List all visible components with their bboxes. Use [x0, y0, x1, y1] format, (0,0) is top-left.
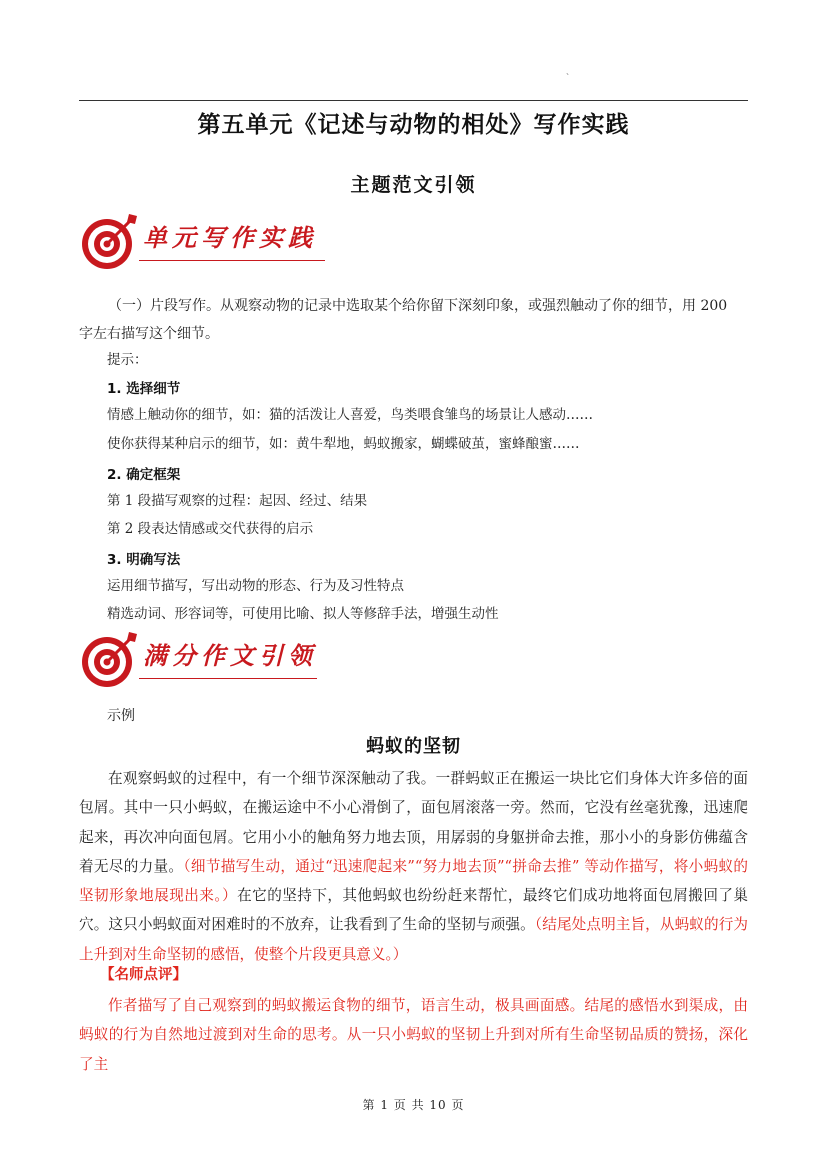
section-line: 使你获得某种启示的细节，如：黄牛犁地，蚂蚁搬家，蝴蝶破茧，蜜蜂酿蜜…… [107, 436, 580, 452]
hint-label: 提示： [107, 352, 148, 368]
banner-label: 单元写作实践 [143, 223, 317, 252]
section-heading: 1. 选择细节 [107, 381, 181, 397]
example-label: 示例 [107, 708, 135, 724]
page-footer: 第 1 页 共 10 页 [362, 1098, 465, 1112]
banner-underline [139, 678, 317, 679]
essay-text: 在观察蚂蚁的过程中，有一个细节深深触动了我。一群蚂蚁正在搬运一块比它们身体大许多倍的面包屑。其中一只小蚂蚁，在搬运途中不小心滑倒了，面包屑滚落一旁。然而，它没有丝毫犹豫，迅速爬起来，再次冲向面包屑。它用小小的触角努力地去顶，用孱弱的身躯拼命去推，那小小的身影仿佛蕴含着无尽的力量。 [79, 770, 748, 875]
comment-heading: 【名师点评】 [100, 967, 187, 983]
example-essay [79, 764, 748, 969]
banner-label: 满分作文引领 [143, 641, 317, 670]
comment-text: 作者描写了自己观察到的蚂蚁搬运食物的细节，语言生动，极具画面感。结尾的感悟水到渠成，由蚂蚁的行为自然地过渡到对生命的思考。从一只小蚂蚁的坚韧上升到对所有生命坚韧品质的赞扬，深化了主 [79, 997, 748, 1073]
page-title: 第五单元《记述与动物的相处》写作实践 [197, 112, 630, 138]
section-line: 运用细节描写，写出动物的形态、行为及习性特点 [107, 578, 404, 594]
section-line: 第 1 段描写观察的过程：起因、经过、结果 [107, 493, 368, 509]
banner-unit-writing [79, 212, 339, 272]
section-line: 第 2 段表达情感或交代获得的启示 [107, 521, 314, 537]
essay-annotation: （细节描写生动，通过“迅速爬起来”“努力地去顶”“拼命去推” 等动作描写，将小蚂蚁的坚韧形象地展现出来。） [79, 857, 748, 905]
task-paragraph: （一）片段写作。从观察动物的记录中选取某个给你留下深刻印象，或强烈触动了你的细节，用 200 字左右描写这个细节。 [79, 298, 728, 342]
page-subtitle: 主题范文引领 [350, 174, 477, 196]
essay-text: 在它的坚持下，其他蚂蚁也纷纷赶来帮忙，最终它们成功地将面包屑搬回了巢穴。这只小蚂蚁面对困难时的不放弃，让我看到了生命的坚韧与顽强。 [79, 887, 748, 934]
header-rule [79, 100, 748, 101]
target-icon [79, 630, 139, 690]
header-mark: 、 [566, 67, 574, 76]
essay-annotation: （结尾处点明主旨，从蚂蚁的行为上升到对生命坚韧的感悟，使整个片段更具意义。） [79, 916, 748, 963]
target-icon [79, 212, 139, 272]
section-heading: 3. 明确写法 [107, 552, 181, 568]
section-heading: 2. 确定框架 [107, 467, 181, 483]
section-line: 精选动词、形容词等，可使用比喻、拟人等修辞手法，增强生动性 [107, 606, 499, 622]
section-line: 情感上触动你的细节，如：猫的活泼让人喜爱，鸟类喂食雏鸟的场景让人感动…… [107, 407, 593, 423]
example-title: 蚂蚁的坚韧 [366, 736, 461, 757]
banner-underline [139, 260, 325, 261]
banner-model-essay [79, 630, 339, 690]
